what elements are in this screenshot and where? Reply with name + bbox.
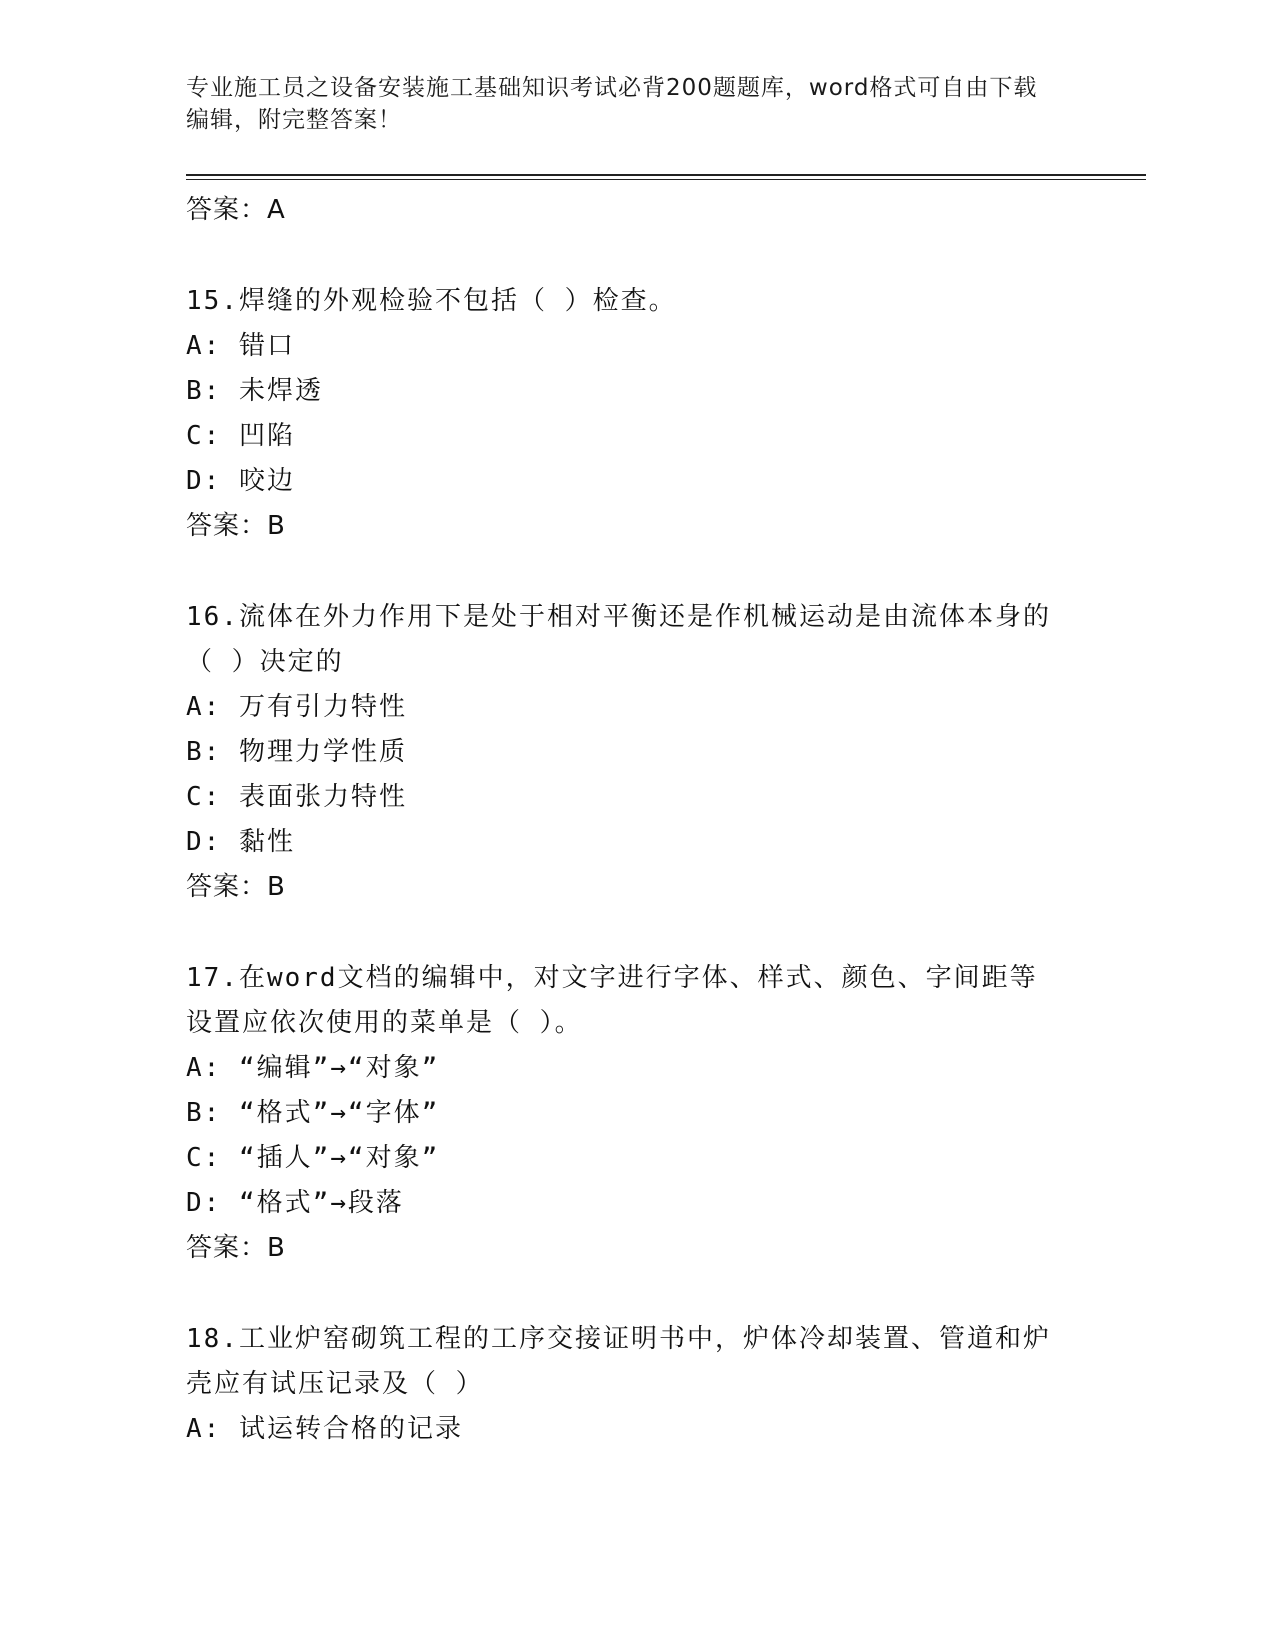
spacer	[186, 233, 1086, 279]
option-a: A: 万有引力特性	[186, 692, 407, 722]
option-b: B: “格式”→“字体”	[186, 1098, 440, 1128]
option-c: C: 凹陷	[186, 421, 295, 451]
question-stem: 16.流体在外力作用下是处于相对平衡还是作机械运动是由流体本身的	[186, 602, 1051, 632]
spacer	[186, 549, 1086, 595]
option-b: B: 未焊透	[186, 376, 323, 406]
answer-line: 答案：B	[186, 1233, 286, 1263]
question-stem-continued: 设置应依次使用的菜单是（ ）。	[186, 1008, 583, 1038]
question-stem-continued: 壳应有试压记录及（ ）	[186, 1369, 484, 1399]
option-d: D: 黏性	[186, 827, 295, 857]
answer-line: 答案：A	[186, 195, 286, 225]
header-line-2: 编辑，附完整答案！	[186, 107, 402, 133]
answer-line: 答案：B	[186, 872, 286, 902]
option-b: B: 物理力学性质	[186, 737, 407, 767]
option-d: D: 咬边	[186, 466, 295, 496]
question-block	[186, 279, 1086, 549]
spacer	[186, 1271, 1086, 1317]
question-stem: 18.工业炉窑砌筑工程的工序交接证明书中，炉体冷却装置、管道和炉	[186, 1324, 1051, 1354]
option-a: A: 错口	[186, 331, 295, 361]
question-block	[186, 595, 1086, 910]
question-block	[186, 956, 1086, 1271]
option-a: A: “编辑”→“对象”	[186, 1053, 440, 1083]
answer-line: 答案：B	[186, 511, 286, 541]
question-stem-continued: （ ）决定的	[186, 647, 344, 677]
question-stem: 15.焊缝的外观检验不包括（ ）检查。	[186, 286, 677, 316]
document-header	[186, 72, 1066, 136]
option-d: D: “格式”→段落	[186, 1188, 404, 1218]
question-list	[186, 188, 1086, 1452]
option-c: C: 表面张力特性	[186, 782, 407, 812]
option-a: A: 试运转合格的记录	[186, 1414, 463, 1444]
header-divider-thin	[186, 179, 1146, 180]
question-stem: 17.在word文档的编辑中，对文字进行字体、样式、颜色、字间距等	[186, 963, 1038, 993]
spacer	[186, 910, 1086, 956]
header-divider-thick	[186, 174, 1146, 176]
question-block	[186, 1317, 1086, 1452]
option-c: C: “插人”→“对象”	[186, 1143, 440, 1173]
header-line-1: 专业施工员之设备安装施工基础知识考试必背200题题库，word格式可自由下载	[186, 75, 1038, 101]
